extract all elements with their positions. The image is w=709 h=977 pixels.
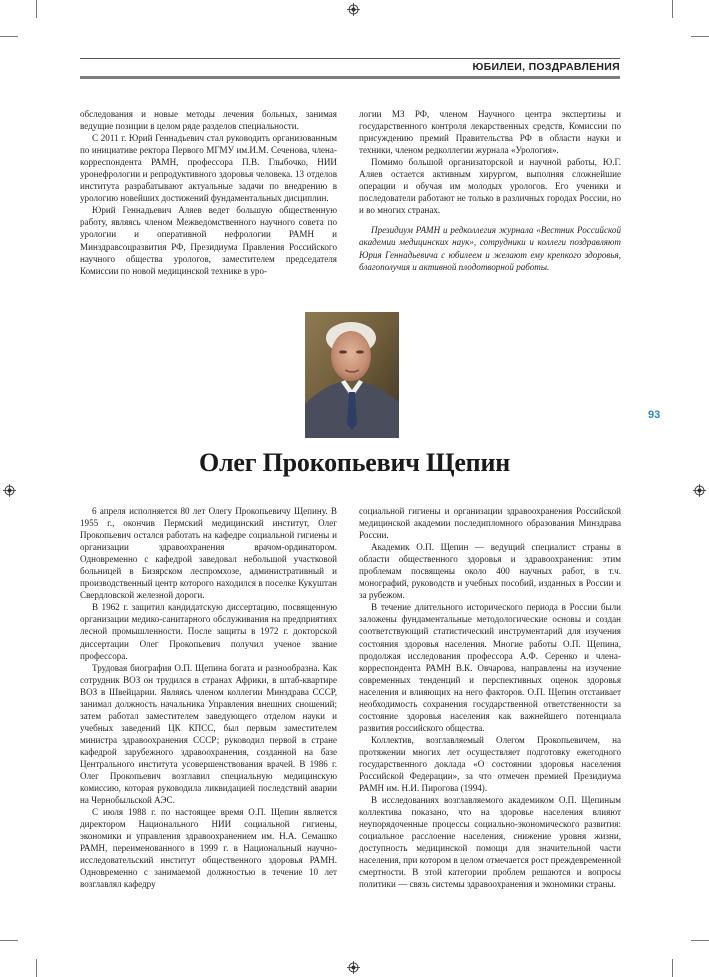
bottom-right-column bbox=[359, 505, 621, 891]
paragraph: С 2011 г. Юрий Геннадьевич стал руководить организованным по инициативе ректора Первого МГМУ им.И.М. Сеченова, члена-корреспондента РАМН, профессора П.В. Глыбочко, НИИ уронефрологии и репродуктивного здоровья человека. 13 отделов института разрабатывают актуальные задачи по внедрению в урологию новейших достижений фундаментальных дисциплин. bbox=[80, 133, 337, 204]
header-rule bbox=[80, 58, 620, 59]
paragraph: логии МЗ РФ, членом Научного центра экспертизы и государственного контроля лекарственных средств, Комиссии по присуждению премий Правительства РФ в области науки и техники, членом редколлегии журнала «Урология». bbox=[359, 109, 621, 156]
paragraph: 6 апреля исполняется 80 лет Олегу Прокопьевичу Щепину. В 1955 г., окончив Пермский медицинский институт, Олег Прокопьевич остался работать на кафедре социальной гигиены и организации здравоохранения врачом-ординатором. Одновременно с кафедрой заведовал небольшой участковой больницей в Бизярском леспромхозе, административный и производственный центр которого находился в поселке Кукуштан Свердловской железной дороги. bbox=[80, 506, 337, 601]
registration-mark-icon bbox=[3, 484, 16, 497]
registration-mark-icon bbox=[693, 484, 706, 497]
top-left-column bbox=[80, 108, 337, 277]
section-label: ЮБИЛЕИ, ПОЗДРАВЛЕНИЯ bbox=[472, 61, 620, 73]
crop-mark bbox=[672, 0, 673, 18]
paragraph: В исследованиях возглавляемого академиком О.П. Щепиным коллектива показано, что на здоровье населения влияют неупорядоченные процессы социально-экономического развития: социальное расслоение населения, снижение уровня жизни, доступность медицинской помощи для значительной части населения, при котором в целом отмечается рост преждевременной смертности. В этой категории проблем решаются и вопросы политики — связь системы здравоохранения и экономики страны. bbox=[359, 795, 621, 890]
crop-mark bbox=[0, 36, 18, 37]
paragraph: Помимо большой организаторской и научной работы, Ю.Г. Аляев остается активным хирургом, выполняя сложнейшие операции и обучая им молодых урологов. Его ученики и последователи работают не только в различных городах России, но и во многих странах. bbox=[359, 157, 621, 216]
crop-mark bbox=[691, 36, 709, 37]
paragraph: Коллектив, возглавляемый Олегом Прокопьевичем, на протяжении многих лет осуществляет подготовку ежегодного государственного доклада «О состоянии здоровья населения Российской Федерации», за что отмечен премией Президиума РАМН им. Н.И. Пирогова (1994). bbox=[359, 734, 621, 794]
greeting: Президиум РАМН и редколлегия журнала «Вестник Российской академии медицинских наук», сотрудники и коллеги поздравляют Юрия Геннадьевича с юбилеем и желают ему крепкого здоровья, благополучия и активной плодотворной работы. bbox=[359, 225, 621, 272]
paragraph: Академик О.П. Щепин — ведущий специалист страны в области общественного здоровья и здравоохранения: этим проблемам посвящены около 400 научных работ, в т.ч. монографий, руководств и учебных пособий, изданных в России и за рубежом. bbox=[359, 542, 621, 601]
page-number: 93 bbox=[648, 409, 661, 421]
crop-mark bbox=[36, 959, 37, 977]
paragraph: социальной гигиены и организации здравоохранения Российской медицинской академии последипломного образования Минздрава России. bbox=[359, 506, 621, 541]
article-title: Олег Прокопьевич Щепин bbox=[198, 448, 511, 477]
registration-mark-icon bbox=[347, 961, 360, 974]
paragraph: В течение длительного исторического периода в России были заложены фундаментальные методологические основы и создан соответствующий статистический инструментарий для изучения состояния здоровья населения. Многие работы О.П. Щепина, продолжая исследования профессора А.Ф. Серенко и члена-корреспондента РАМН В.К. Овчарова, направлены на изучение современных тенденций и перспективных оценок здоровья населения и влияющих на него факторов. О.П. Щепин отстаивает необходимость сохранения государственной ответственности за состояние здоровья населения как важнейшего потенциала развития российского общества. bbox=[359, 602, 621, 733]
bottom-left-column bbox=[80, 505, 337, 891]
crop-mark bbox=[0, 940, 18, 941]
crop-mark bbox=[672, 959, 673, 977]
paragraph: Юрий Геннадьевич Аляев ведет большую общественную работу, являясь членом Межведомственного научного совета по урологии и оперативной нефрологии РАМН и Минздравсоцразвития РФ, Президиума Правления Российского научного общества урологов, заместителем председателя Комиссии по новой медицинской технике в уро- bbox=[80, 205, 337, 276]
header-bar bbox=[80, 76, 620, 79]
crop-mark bbox=[691, 940, 709, 941]
paragraph: С июля 1988 г. по настоящее время О.П. Щепин является директором Национального НИИ социальной гигиены, экономики и управления здравоохранением им. Н.А. Семашко РАМН, переименованного в 1999 г. в Национальный научно-исследовательский институт общественного здоровья РАМН. Одновременно с занимаемой должностью в течение 10 лет возглавлял кафедру bbox=[80, 807, 337, 890]
registration-mark-icon bbox=[347, 3, 360, 16]
paragraph: Трудовая биография О.П. Щепина богата и разнообразна. Как сотрудник ВОЗ он трудился в странах Африки, в штаб-квартире ВОЗ в Швейцарии. Являясь членом коллегии Минздрава СССР, занимал должность начальника Управления внешних сношений; затем работал заместителем заведующего отделом науки и учебных заведений ЦК КПСС, был первым заместителем министра здравоохранения СССР; руководил первой в стране кафедрой зарубежного здравоохранения, созданной на базе Центрального института усовершенствования врачей. В 1986 г. Олег Прокопьевич возглавил специальную медицинскую комиссию, которая руководила ликвидацией последствий аварии на Чернобыльской АЭС. bbox=[80, 662, 337, 806]
portrait-photo bbox=[305, 312, 399, 438]
top-right-column bbox=[359, 108, 621, 273]
paragraph: В 1962 г. защитил кандидатскую диссертацию, посвященную организации медико-санитарного обслуживания на предприятиях лесной промышленности. После защиты в 1972 г. докторской диссертации Олег Прокопьевич получил ученое звание профессора. bbox=[80, 602, 337, 661]
crop-mark bbox=[36, 0, 37, 18]
paragraph: обследования и новые методы лечения больных, занимая ведущие позиции в целом ряде разделов специальности. bbox=[80, 109, 337, 132]
